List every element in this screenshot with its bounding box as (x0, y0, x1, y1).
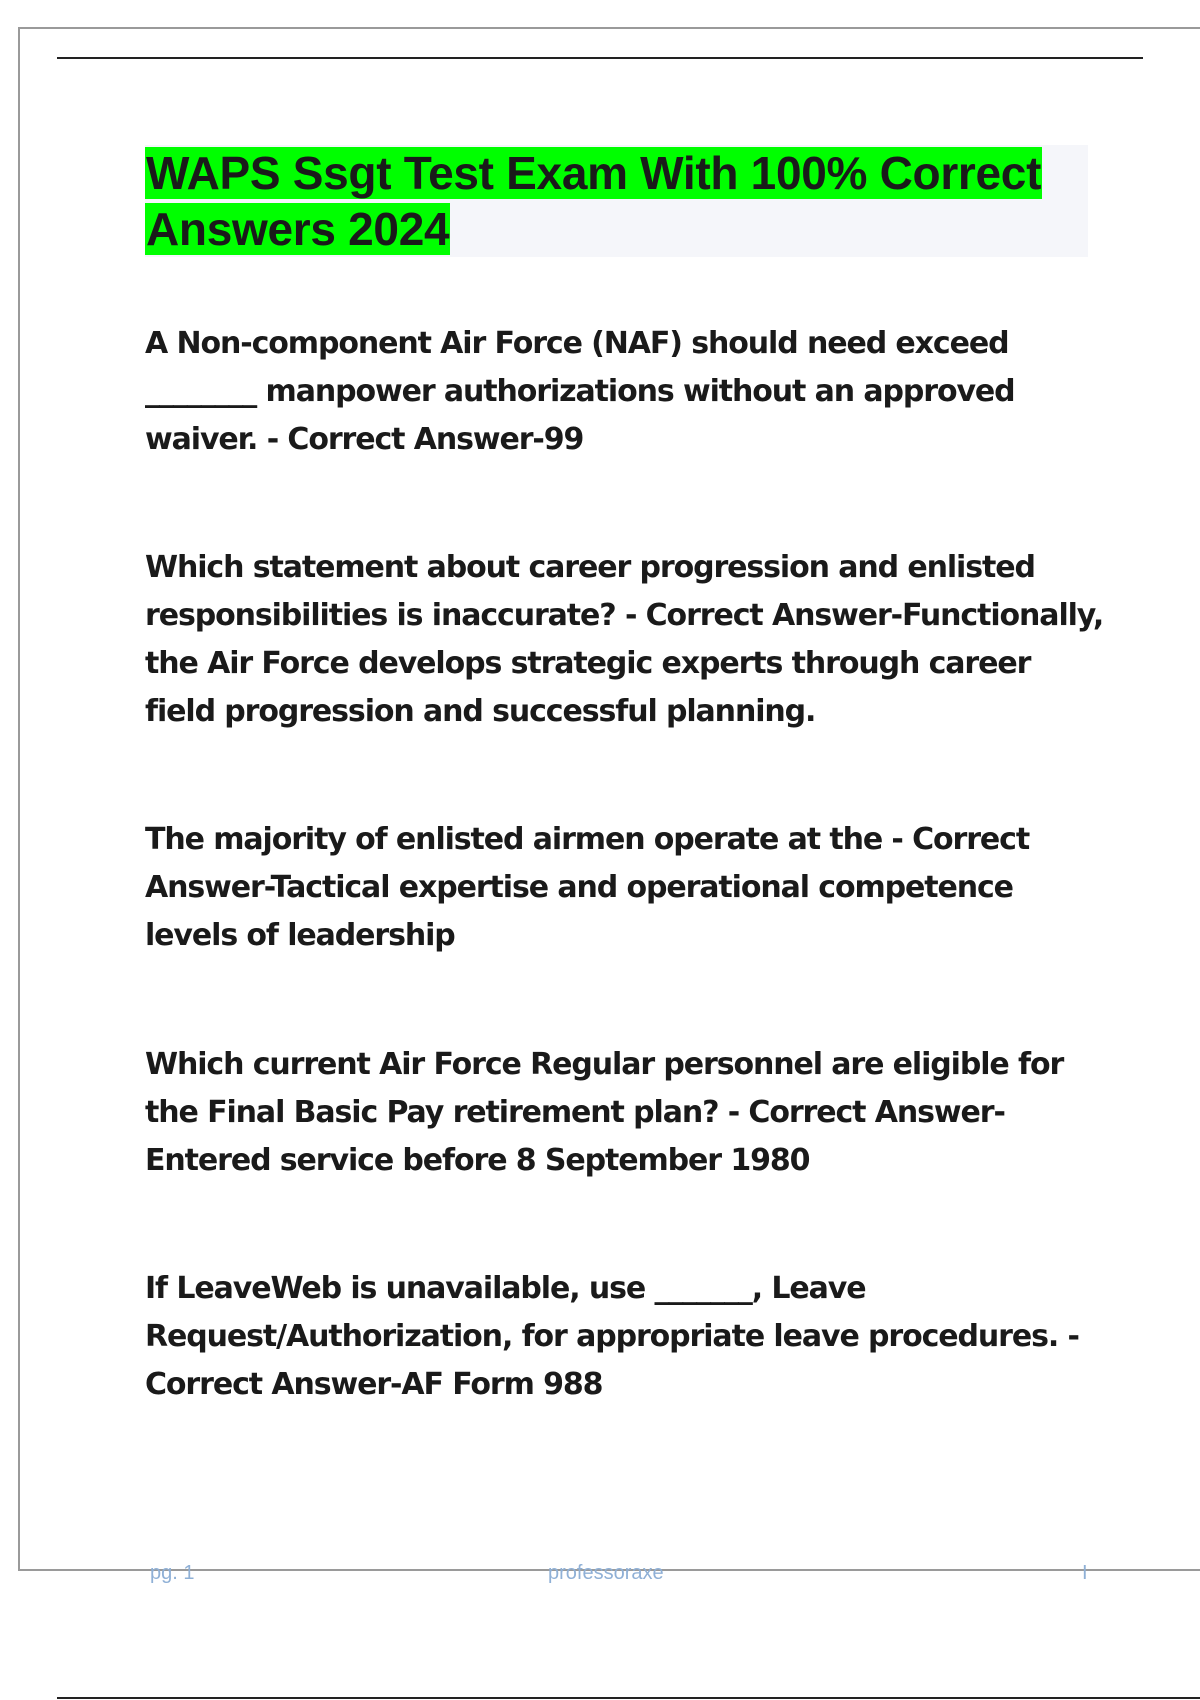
footer-mark: I (1082, 1562, 1088, 1584)
title-block (145, 145, 1088, 257)
qa-item-4: Which current Air Force Regular personnel are eligible for the Final Basic Pay retirement plan? - Correct Answer-Entered service before 8 September 1980 (145, 1047, 1064, 1178)
qa-item-5: If LeaveWeb is unavailable, use _______, Leave Request/Authorization, for appropriate leave procedures. - Correct Answer-AF Form 988 (145, 1271, 1079, 1402)
qa-item-3: The majority of enlisted airmen operate at the - Correct Answer-Tactical expertise and operational competence levels of leadership (145, 822, 1030, 953)
document-title (145, 145, 1088, 257)
qa-item-2: Which statement about career progression and enlisted responsibilities is inaccurate? - Correct Answer-Functionally, the Air Force develops strategic experts through career field progression and successful planning. (145, 550, 1104, 729)
footer-author: professoraxe (548, 1562, 664, 1584)
header-rule (57, 57, 1143, 59)
qa-item-1: A Non-component Air Force (NAF) should need exceed ________ manpower authorizations without an approved waiver. - Correct Answer-99 (145, 326, 1015, 457)
footer-rule (57, 1697, 1200, 1699)
title-highlight: WAPS Ssgt Test Exam With 100% Correct Answers 2024 (146, 147, 1042, 255)
footer-page-number: pg. 1 (150, 1562, 195, 1584)
